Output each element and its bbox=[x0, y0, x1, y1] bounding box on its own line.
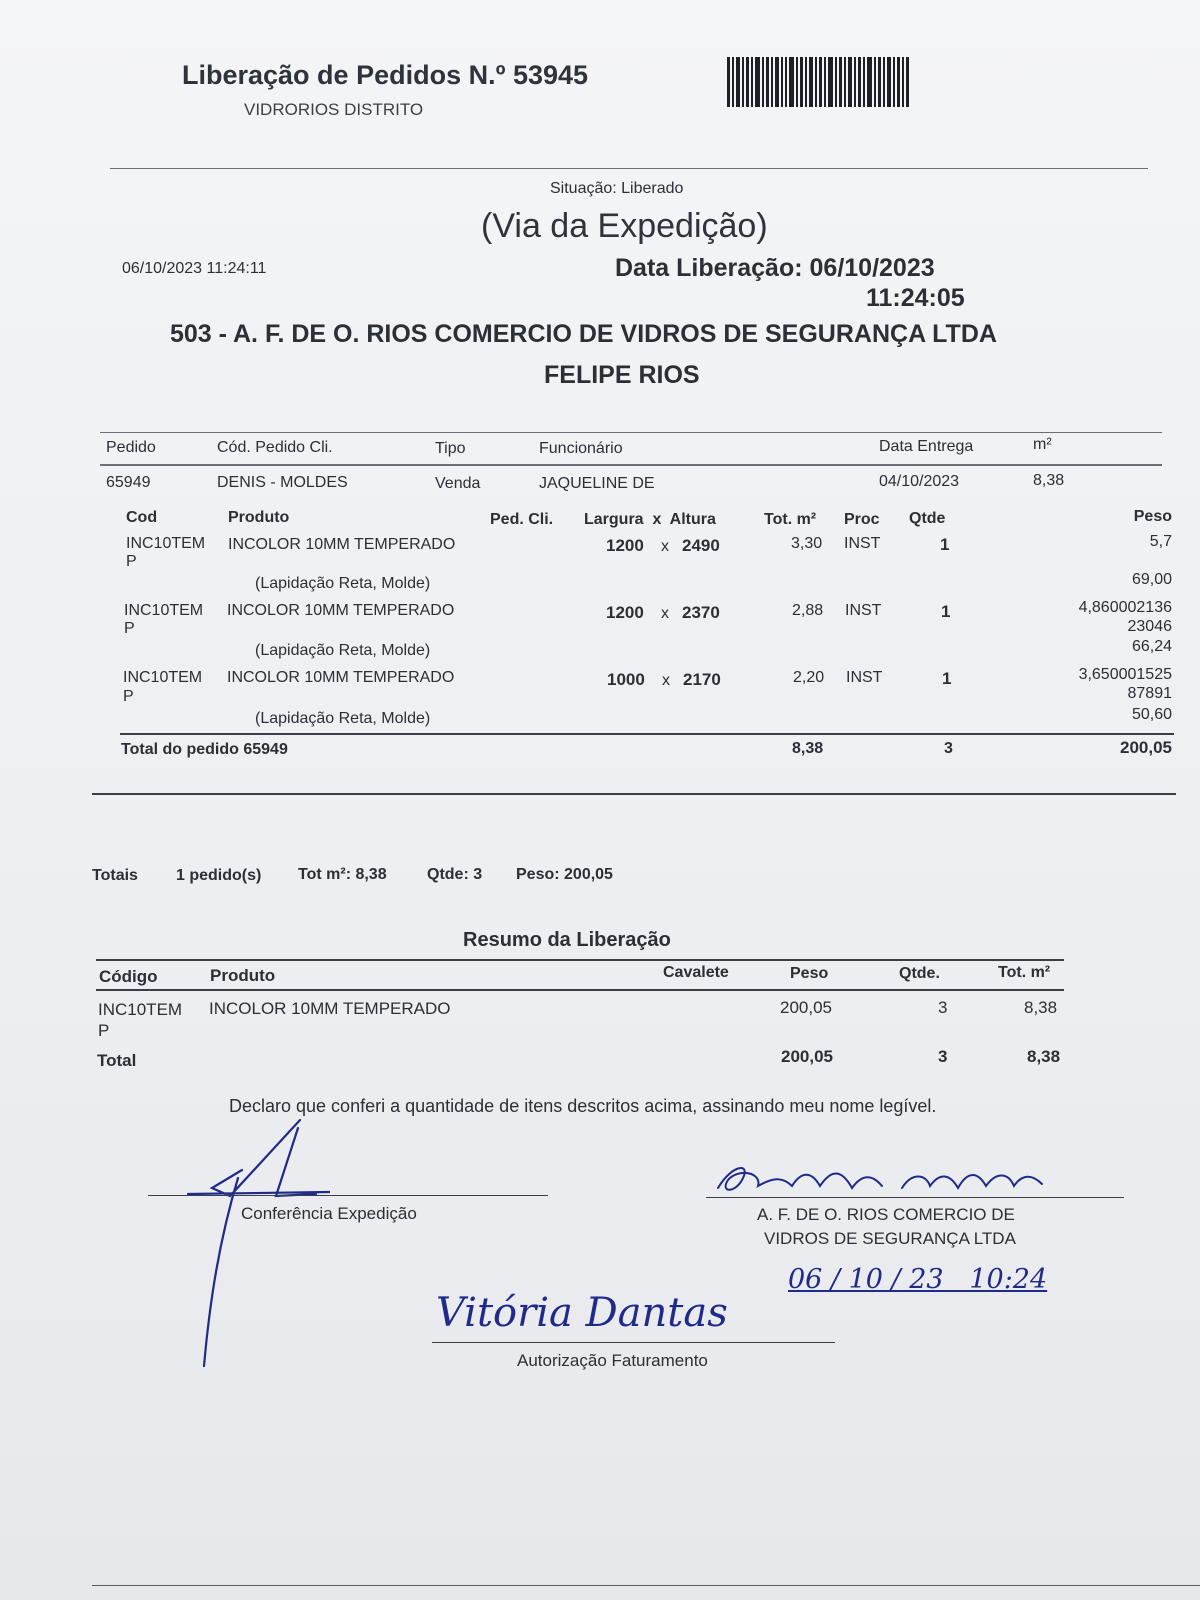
resumo-total-tot-m2: 8,38 bbox=[1027, 1047, 1061, 1066]
resumo-total-peso: 200,05 bbox=[781, 1047, 833, 1066]
table-row-1-altura: 2490 bbox=[682, 536, 720, 555]
resumo-row-codigo: INC10TEM bbox=[98, 1000, 183, 1019]
resumo-col-tot-m2: Tot. m² bbox=[998, 964, 1051, 981]
barcode-icon bbox=[727, 57, 909, 107]
resumo-title: Resumo da Liberação bbox=[463, 929, 671, 951]
col-m2: m² bbox=[1033, 436, 1052, 453]
table-row-3-peso-final: 50,60 bbox=[1131, 706, 1172, 723]
order-data-entrega: 04/10/2023 bbox=[879, 473, 960, 490]
client-signature-line bbox=[706, 1197, 1124, 1198]
resumo-total-label: Total bbox=[97, 1051, 137, 1070]
table-row-3-largura: 1000 bbox=[607, 670, 645, 689]
totais-tot-m2: Tot m²: 8,38 bbox=[298, 866, 387, 883]
order-header-line bbox=[100, 464, 1162, 466]
table-row-2-tot-m2: 2,88 bbox=[792, 602, 824, 619]
autorizacao-signature-line bbox=[432, 1342, 835, 1343]
order-top-line bbox=[100, 432, 1162, 433]
footer-line bbox=[92, 1585, 1200, 1586]
header-divider bbox=[110, 168, 1148, 169]
copy-label: (Via da Expedição) bbox=[481, 207, 768, 245]
table-row-3-cod: INC10TEM bbox=[123, 669, 203, 686]
table-row-1-tot-m2: 3,30 bbox=[791, 535, 823, 552]
items-col-proc: Proc bbox=[844, 511, 880, 528]
table-row-3-x: x bbox=[662, 672, 670, 689]
conferencia-signature-icon bbox=[180, 1118, 330, 1368]
document-title: Liberação de Pedidos N.º 53945 bbox=[182, 60, 589, 90]
resumo-row-produto: INCOLOR 10MM TEMPERADO bbox=[209, 999, 451, 1018]
items-col-produto: Produto bbox=[228, 509, 290, 526]
table-row-1-qtde: 1 bbox=[940, 535, 950, 554]
items-total-line bbox=[120, 733, 1174, 735]
totais-pedidos: 1 pedido(s) bbox=[176, 867, 262, 884]
table-row-1-proc: INST bbox=[844, 535, 881, 552]
resumo-col-peso: Peso bbox=[790, 965, 829, 982]
table-row-3-proc: INST bbox=[846, 669, 883, 686]
items-col-tot-m2: Tot. m² bbox=[764, 511, 817, 528]
table-row-3-altura: 2170 bbox=[683, 670, 721, 689]
resumo-row-tot-m2: 8,38 bbox=[1024, 998, 1058, 1017]
issuer-company: VIDRORIOS DISTRITO bbox=[244, 100, 424, 119]
client-contact: FELIPE RIOS bbox=[544, 361, 700, 389]
table-row-2-produto: INCOLOR 10MM TEMPERADO bbox=[227, 602, 455, 619]
col-data-entrega: Data Entrega bbox=[879, 438, 974, 455]
status-label: Situação: Liberado bbox=[550, 180, 684, 197]
items-total-m2: 8,38 bbox=[792, 740, 824, 757]
table-row-2-largura: 1200 bbox=[606, 603, 644, 622]
table-row-1-peso: 5,7 bbox=[1149, 533, 1172, 550]
order-pedido: 65949 bbox=[106, 474, 151, 491]
items-col-cod: Cod bbox=[126, 509, 158, 526]
col-cod-pedido-cli: Cód. Pedido Cli. bbox=[217, 439, 333, 456]
printed-datetime: 06/10/2023 11:24:11 bbox=[122, 260, 267, 277]
col-funcionario: Funcionário bbox=[539, 440, 623, 457]
table-row-1-cod-cont: P bbox=[126, 553, 137, 570]
order-tipo: Venda bbox=[435, 475, 481, 492]
col-pedido: Pedido bbox=[106, 439, 156, 456]
resumo-col-codigo: Código bbox=[99, 967, 158, 986]
resumo-total-qtde: 3 bbox=[938, 1047, 948, 1066]
table-row-1-largura: 1200 bbox=[606, 536, 644, 555]
table-row-2-x: x bbox=[661, 605, 669, 622]
items-end-line bbox=[92, 793, 1176, 795]
client-label-line1: A. F. DE O. RIOS COMERCIO DE bbox=[757, 1205, 1015, 1224]
handwritten-name: Vitória Dantas bbox=[436, 1290, 728, 1336]
client-company: 503 - A. F. DE O. RIOS COMERCIO DE VIDROS DE SEGURANÇA LTDA bbox=[170, 320, 997, 348]
handwritten-date: 06 / 10 / 23 10:24 bbox=[788, 1264, 1048, 1295]
totais-label: Totais bbox=[92, 867, 138, 884]
col-tipo: Tipo bbox=[435, 440, 466, 457]
table-row-3-cod-cont: P bbox=[123, 688, 134, 705]
table-row-2-peso-cont: 23046 bbox=[1127, 618, 1172, 635]
table-row-3-peso-cont: 87891 bbox=[1127, 685, 1172, 702]
table-row-3-peso: 3,650001525 bbox=[1078, 666, 1172, 683]
autorizacao-label: Autorização Faturamento bbox=[517, 1351, 708, 1370]
order-cod-pedido-cli: DENIS - MOLDES bbox=[217, 474, 348, 491]
items-total-qtde: 3 bbox=[944, 740, 953, 757]
totais-peso: Peso: 200,05 bbox=[516, 866, 613, 883]
table-row-3-produto: INCOLOR 10MM TEMPERADO bbox=[227, 669, 455, 686]
resumo-row-peso: 200,05 bbox=[780, 998, 832, 1017]
table-row-2-cod-cont: P bbox=[124, 620, 135, 637]
table-row-1-cod: INC10TEM bbox=[126, 535, 206, 552]
table-row-3-sub: (Lapidação Reta, Molde) bbox=[255, 710, 431, 727]
table-row-2-peso-final: 66,24 bbox=[1131, 638, 1172, 655]
table-row-1-produto: INCOLOR 10MM TEMPERADO bbox=[228, 536, 456, 553]
table-row-3-tot-m2: 2,20 bbox=[793, 669, 825, 686]
items-col-dims: Largura x Altura bbox=[584, 511, 716, 528]
totais-qtde: Qtde: 3 bbox=[427, 866, 483, 883]
table-row-1-sub: (Lapidação Reta, Molde) bbox=[255, 575, 431, 592]
resumo-col-produto: Produto bbox=[210, 966, 276, 985]
table-row-2-proc: INST bbox=[845, 602, 882, 619]
order-funcionario: JAQUELINE DE bbox=[539, 475, 655, 492]
table-row-2-peso: 4,860002136 bbox=[1078, 599, 1172, 616]
items-col-peso: Peso bbox=[1133, 508, 1172, 525]
items-total-peso: 200,05 bbox=[1120, 738, 1172, 757]
release-time: 11:24:05 bbox=[866, 284, 965, 312]
table-row-2-sub: (Lapidação Reta, Molde) bbox=[255, 642, 431, 659]
table-row-2-cod: INC10TEM bbox=[124, 602, 204, 619]
resumo-row-codigo-cont: P bbox=[98, 1021, 110, 1040]
resumo-col-qtde: Qtde. bbox=[899, 965, 940, 982]
table-row-1-peso-final: 69,00 bbox=[1131, 571, 1172, 588]
conferencia-signature-line bbox=[148, 1195, 548, 1196]
resumo-row-qtde: 3 bbox=[938, 998, 948, 1017]
table-row-1-x: x bbox=[661, 538, 669, 555]
table-row-3-qtde: 1 bbox=[942, 669, 952, 688]
resumo-header-line bbox=[96, 989, 1064, 991]
resumo-top-line bbox=[96, 959, 1064, 961]
items-total-label: Total do pedido 65949 bbox=[121, 741, 288, 758]
client-signature-icon bbox=[712, 1158, 1052, 1200]
order-m2: 8,38 bbox=[1033, 472, 1065, 489]
client-label-line2: VIDROS DE SEGURANÇA LTDA bbox=[764, 1229, 1016, 1248]
release-date: Data Liberação: 06/10/2023 bbox=[615, 254, 935, 282]
declaration-text: Declaro que conferi a quantidade de itens descritos acima, assinando meu nome legível. bbox=[229, 1096, 937, 1116]
table-row-2-altura: 2370 bbox=[682, 603, 720, 622]
items-col-qtde: Qtde bbox=[909, 510, 946, 527]
items-col-ped-cli: Ped. Cli. bbox=[490, 511, 554, 528]
conferencia-label: Conferência Expedição bbox=[241, 1204, 417, 1223]
resumo-col-cavalete: Cavalete bbox=[663, 964, 729, 981]
table-row-2-qtde: 1 bbox=[941, 602, 951, 621]
